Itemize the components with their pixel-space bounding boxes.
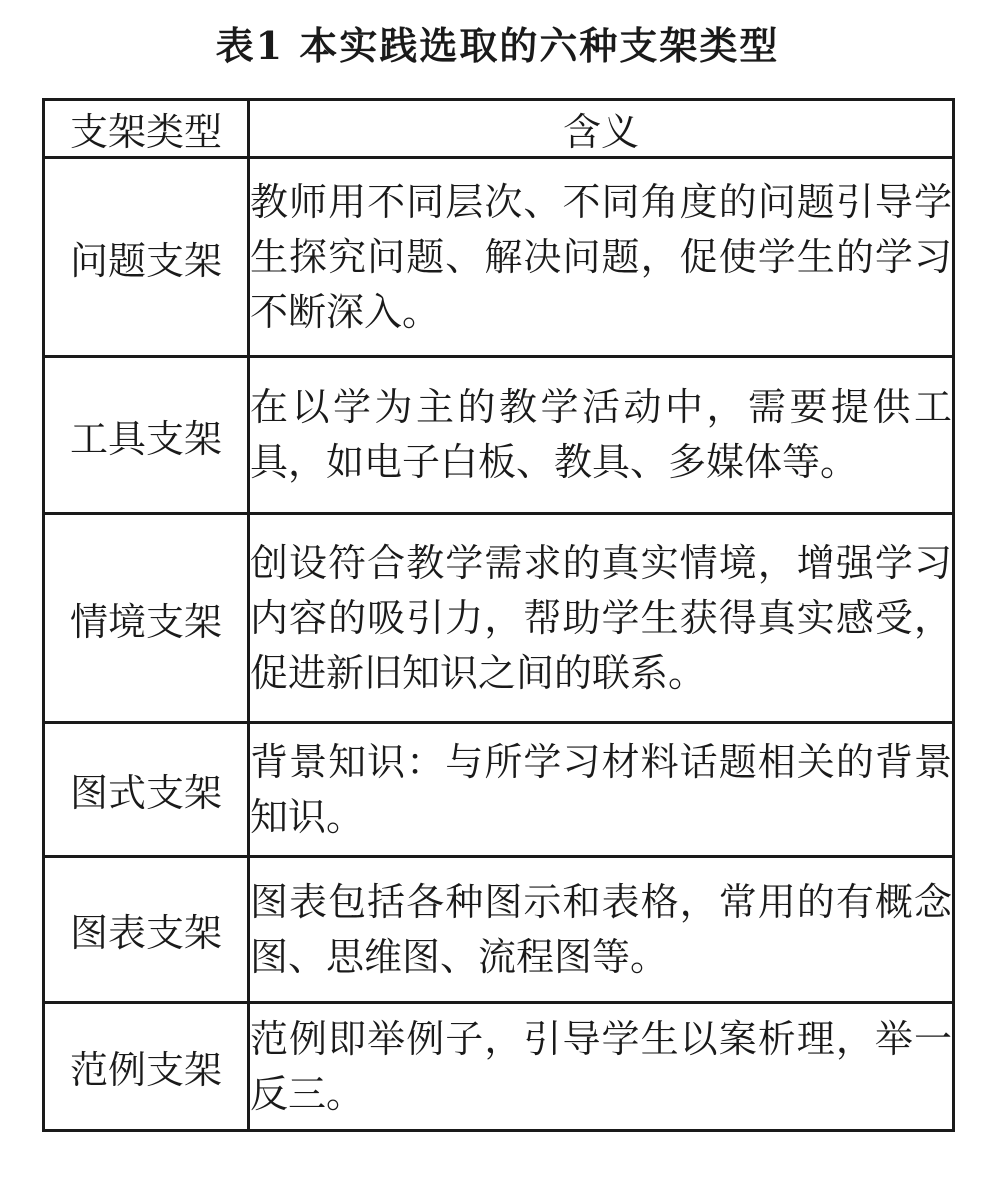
scaffold-meaning-cell: 在以学为主的教学活动中，需要提供工具，如电子白板、教具、多媒体等。 [249, 357, 954, 514]
scaffold-meaning-cell: 教师用不同层次、不同角度的问题引导学生探究问题、解决问题，促使学生的学习不断深入。 [249, 158, 954, 357]
scaffold-meaning-cell: 背景知识：与所学习材料话题相关的背景知识。 [249, 723, 954, 857]
scaffold-meaning-cell: 创设符合教学需求的真实情境，增强学习内容的吸引力，帮助学生获得真实感受，促进新旧知识之间的联系。 [249, 514, 954, 723]
scaffold-meaning-cell: 图表包括各种图示和表格，常用的有概念图、思维图、流程图等。 [249, 857, 954, 1003]
table-header-row [44, 100, 954, 158]
table-row [44, 357, 954, 514]
column-header-type: 支架类型 [44, 100, 249, 158]
scaffold-meaning-cell: 范例即举例子，引导学生以案析理，举一反三。 [249, 1003, 954, 1131]
table-title: 表1 本实践选取的六种支架类型 [215, 23, 780, 68]
table-row [44, 514, 954, 723]
scaffold-type-cell: 问题支架 [44, 158, 249, 357]
table-row [44, 857, 954, 1003]
table-row [44, 158, 954, 357]
table-row [44, 723, 954, 857]
scaffold-type-cell: 图表支架 [44, 857, 249, 1003]
scaffold-type-cell: 范例支架 [44, 1003, 249, 1131]
table-row [44, 1003, 954, 1131]
scaffold-types-table [42, 98, 955, 1132]
column-header-meaning: 含义 [249, 100, 954, 158]
scaffold-type-cell: 情境支架 [44, 514, 249, 723]
scaffold-type-cell: 图式支架 [44, 723, 249, 857]
scaffold-type-cell: 工具支架 [44, 357, 249, 514]
